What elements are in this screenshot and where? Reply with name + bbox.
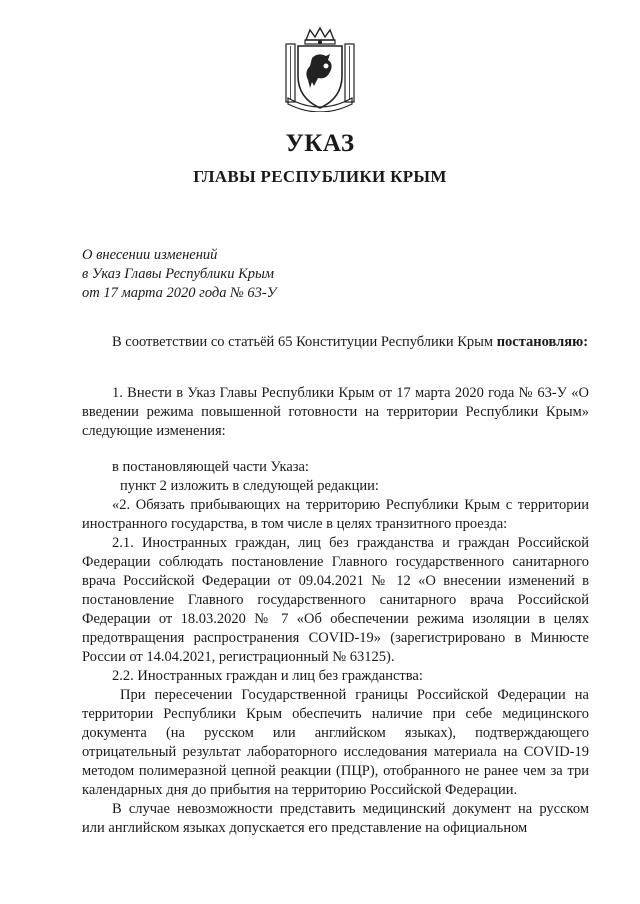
point-2-2-b-text: В случае невозможности представить медицинский документ на русском или английском языках допускается его представление на официальном	[82, 801, 589, 836]
point-2-2-text: 2.2. Иностранных граждан и лиц без гражданства:	[112, 668, 423, 684]
point-2-text: «2. Обязать прибывающих на территорию Республики Крым с территории иностранного государства, в том числе в целях транзитного проезда:	[82, 497, 589, 532]
crimea-coat-of-arms-icon	[282, 26, 358, 112]
preamble-decree-word: постановляю:	[496, 334, 589, 350]
document-title: УКАЗ	[285, 130, 355, 157]
subject-line-2: в Указ Главы Республики Крым	[82, 266, 275, 282]
document-subject	[82, 246, 277, 303]
subject-line-3: от 17 марта 2020 года № 63-У	[82, 285, 277, 301]
point-2-2-a-text: При пересечении Государственной границы Российской Федерации на территории Республики Крым обеспечить наличие при себе медицинского документа (на русском или английском языках), подтверждающего отрицательный результат лабораторного исследования материала на COVID-19 методом полимеразной цепной реакции (ПЦР), отобранного не ранее чем за три календарных дня до прибытия на территорию Российской Федерации.	[82, 687, 589, 798]
preamble-paragraph	[82, 333, 589, 352]
preamble-text: В соответствии со статьёй 65 Конституции Республики Крым	[112, 334, 494, 350]
subject-line-1: О внесении изменений	[82, 247, 218, 263]
item-1-paragraph	[82, 384, 589, 441]
document-subtitle: ГЛАВЫ РЕСПУБЛИКИ КРЫМ	[193, 167, 447, 186]
point-2-1-text: 2.1. Иностранных граждан, лиц без гражданства и граждан Российской Федерации соблюдать постановление Главного государственного санитарного врача Российской Федерации от 09.04.2021 № 12 «О внесении изменений в постановление Главного государственного санитарного врача Российской Федерации от 18.03.2020 № 7 «Об обеспечении режима изоляции в целях предотвращения распространения COVID-19» (зарегистрировано в Минюсте России от 14.04.2021, регистрационный № 63125).	[82, 535, 589, 665]
point-intro: пункт 2 изложить в следующей редакции:	[120, 478, 379, 494]
part-intro: в постановляющей части Указа:	[112, 459, 309, 475]
item-1-text: 1. Внести в Указ Главы Республики Крым от 17 марта 2020 года № 63-У «О введении режима повышенной готовности на территории Республики Крым» следующие изменения:	[82, 385, 589, 439]
amendment-text	[82, 458, 589, 838]
